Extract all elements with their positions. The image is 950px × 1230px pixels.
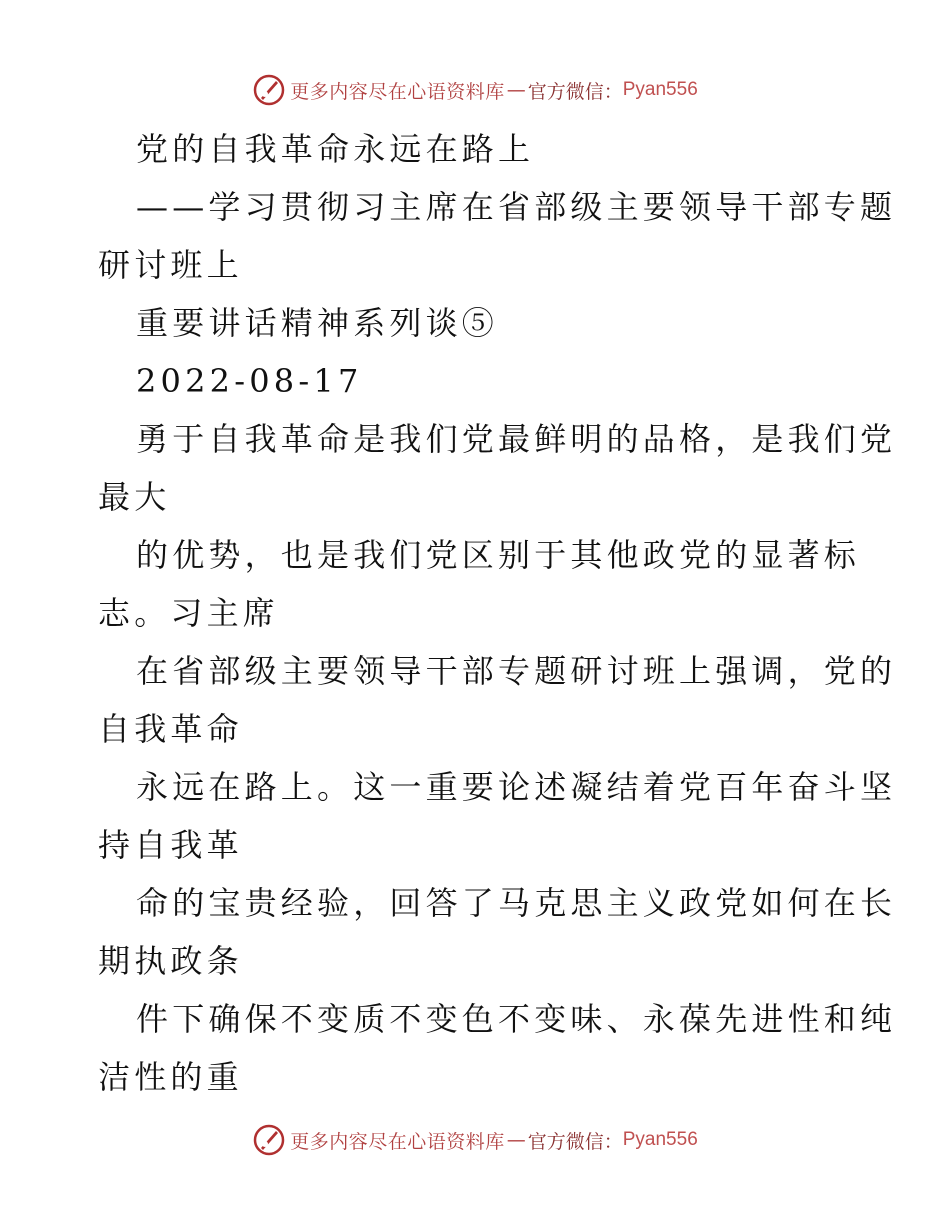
watermark-header <box>0 70 950 110</box>
body-line: 洁性的重 <box>98 1058 243 1096</box>
body-line: 件下确保不变质不变色不变味、永葆先进性和纯 <box>136 1000 897 1038</box>
watermark-dash: — <box>506 79 526 101</box>
body-line: 命的宝贵经验，回答了马克思主义政党如何在长 <box>136 884 897 922</box>
body-line: 自我革命 <box>98 710 243 748</box>
watermark-suffix: 官方微信： <box>527 1130 623 1153</box>
body-line: 勇于自我革命是我们党最鲜明的品格，是我们党 <box>136 420 897 458</box>
doc-date: 2022-08-17 <box>136 362 363 400</box>
quill-logo-icon <box>252 73 286 107</box>
quill-logo-icon <box>252 1123 286 1157</box>
body-line: 最大 <box>98 478 171 516</box>
body-line: 的优势，也是我们党区别于其他政党的显著标 <box>136 536 861 574</box>
watermark-id: Pyan556 <box>622 1129 698 1150</box>
body-line: 在省部级主要领导干部专题研讨班上强调，党的 <box>136 652 897 690</box>
doc-subtitle-cont: 研讨班上 <box>98 246 243 284</box>
document-body <box>98 120 897 1106</box>
doc-subtitle: ——学习贯彻习主席在省部级主要领导干部专题 <box>136 188 897 226</box>
body-line: 持自我革 <box>98 826 243 864</box>
body-line: 志。习主席 <box>98 594 280 632</box>
doc-series: 重要讲话精神系列谈⑤ <box>136 304 499 342</box>
body-line: 永远在路上。这一重要论述凝结着党百年奋斗坚 <box>136 768 897 806</box>
watermark-text: 更多内容尽在心语资料库 <box>290 80 505 103</box>
body-line: 期执政条 <box>98 942 243 980</box>
watermark-suffix: 官方微信： <box>527 80 623 103</box>
doc-title: 党的自我革命永远在路上 <box>136 130 535 168</box>
watermark-id: Pyan556 <box>622 79 698 100</box>
watermark-dash: — <box>506 1129 526 1151</box>
watermark-text: 更多内容尽在心语资料库 <box>290 1130 505 1153</box>
watermark-footer <box>0 1120 950 1160</box>
